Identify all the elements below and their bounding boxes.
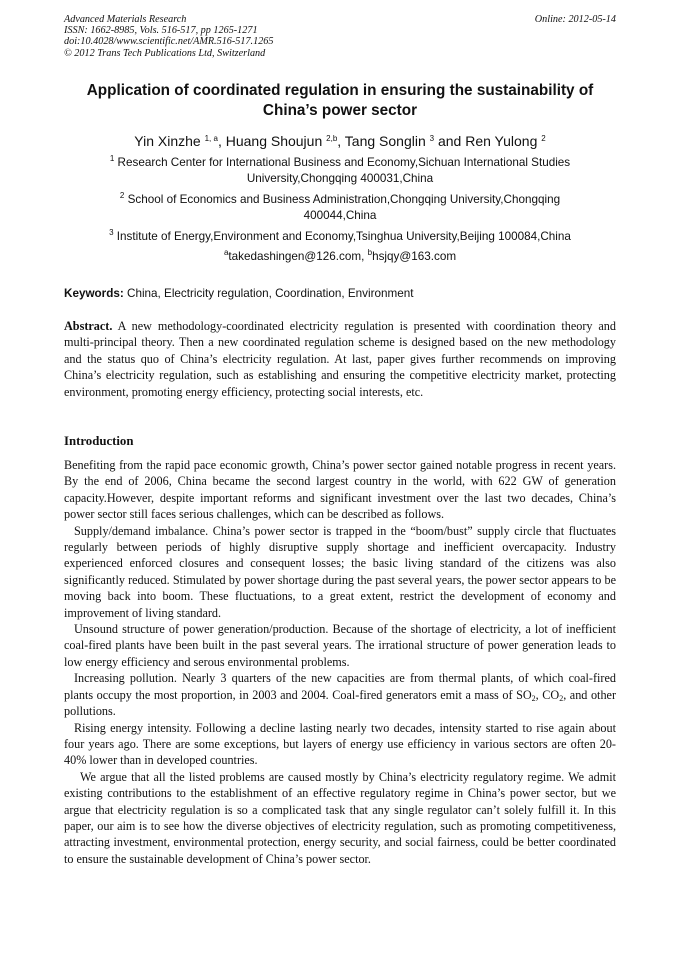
journal-issn: ISSN: 1662-8985, Vols. 516-517, pp 1265-1271 [64,25,258,37]
intro-paragraph-5: Rising energy intensity. Following a decline lasting nearly two decades, intensity started to rise again about four years ago. There are some exceptions, but layers of energy use efficiency in various sectors are often 20-40% lower than in developed countries. [64,720,616,768]
online-date: Online: 2012-05-14 [534,14,616,25]
email-separator: , [361,250,368,263]
journal-name: Advanced Materials Research [64,14,187,25]
journal-doi: doi:10.4028/www.scientific.net/AMR.516-517.1265 [64,36,274,48]
intro-paragraph-4 [64,670,616,719]
affiliation-1-line-1: Research Center for International Business and Economy,Sichuan International Studies [114,156,571,169]
author-emails [64,249,616,265]
keywords-label: Keywords: [64,287,124,300]
journal-header [64,14,616,59]
title-line-2: China’s power sector [262,102,418,119]
affiliation-1 [64,155,616,187]
abstract-text: A new methodology-coordinated electricity regulation is presented with coordination theory and multi-principal theory. Then a new coordinated regulation scheme is designed based on the new methodology and the status quo of China’s electricity regulation. At last, paper gives further recommends on improving China’s electricity regulation, such as establishing and ensuring the competitive electricity market, protecting environment, promoting energy efficiency, protecting social interests, etc. [64,319,616,399]
paper-title [64,81,616,121]
intro-paragraph-3: Unsound structure of power generation/production. Because of the shortage of electricity, a lot of inefficient coal-fired plants have been built in the past several years. The irrational structure of power generation leads to low energy efficiency and serous environmental problems. [64,622,616,669]
affiliation-3-line-1: Institute of Energy,Environment and Economy,Tsinghua University,Beijing 100084,China [113,230,571,243]
author-3-affiliation: 3 [429,134,435,143]
introduction-body [64,457,616,867]
email-a-marker: a [223,248,229,257]
author-2-affiliation: 2,b [326,134,338,143]
affiliation-1-line-2: University,Chongqing 400031,China [246,172,434,185]
intro-paragraph-1: Benefiting from the rapid pace economic growth, China’s power sector gained notable progress in recent years. By the end of 2006, China became the second largest country in the world, with 622 GW of generation capacity.However, despite important reforms and significant investment over the last two decades, China’s power sector still faces serious challenges, which can be described as follows. [64,458,616,522]
affiliation-2 [64,192,616,224]
title-line-1: Application of coordinated regulation in ensuring the sustainability of [86,82,594,99]
keywords [64,286,616,302]
so2-subscript: 2 [531,693,536,703]
author-separator: , [337,133,345,149]
author-list [64,132,616,150]
keywords-text: China, Electricity regulation, Coordination, Environment [123,287,414,300]
email-a: takedashingen@126.com [228,250,362,263]
intro-paragraph-4-text-a: Increasing pollution. Nearly 3 quarters of the new capacities are from thermal plants, of which coal-fired plants occupy the most proportion, in 2003 and 2004. Coal-fired generators emit a mass of SO [64,671,616,702]
affiliation-2-line-1: School of Economics and Business Administration,Chongqing University,Chongqing [124,193,561,206]
author-1-affiliation: 1, a [204,134,218,143]
author-4-affiliation: 2 [541,134,546,143]
intro-paragraph-2: Supply/demand imbalance. China’s power sector is trapped in the “boom/bust” supply circle that fluctuates regularly between periods of highly disruptive supply shortage and inefficient overcapacity. Industry experienced enforced closures and consequent losses; the basic living standard of the citizens was also significantly reduced. Stimulated by power shortage during the past several years, the power sector appears to be moving back into boom. These fluctuations, to a great extent, restrict the development of economy and improvement of living standard. [64,523,616,620]
author-1-name: Yin Xinzhe [134,133,205,149]
abstract [64,318,616,400]
intro-paragraph-4-text-b: , CO [535,687,560,702]
intro-paragraph-4-text-c: , and other pollutions. [64,687,617,719]
author-separator: , [217,133,226,149]
intro-paragraph-6: We argue that all the listed problems are caused mostly by China’s electricity regulatory regime. We admit existing contributions to the establishment of an effective regulatory regime in China’s power sector, but we argue that electricity regulation is so a complicated task that any single regulator can’t solely fulfill it. In this paper, our aim is to see how the diverse objectives of electricity regulation, such as promoting competitiveness, attracting investment, environmental protection, energy security, and social fairness, could be better coordinated to ensure the sustainable development of China’s power sector. [64,769,616,866]
section-heading-introduction: Introduction [64,434,134,448]
affiliation-2-number: 2 [119,191,125,200]
affiliation-1-number: 1 [109,154,115,163]
email-b-marker: b [367,248,373,257]
author-separator: and [434,133,466,149]
journal-copyright: © 2012 Trans Tech Publications Ltd, Switzerland [64,47,266,59]
affiliation-3-number: 3 [109,228,114,237]
abstract-label: Abstract. [64,319,113,333]
author-4-name: Ren Yulong [465,133,542,149]
affiliation-2-line-2: 400044,China [303,209,377,222]
email-b: hsjqy@163.com [372,250,457,263]
author-3-name: Tang Songlin [344,133,430,149]
co2-subscript: 2 [559,693,564,703]
author-2-name: Huang Shoujun [225,133,327,149]
affiliation-3 [64,229,616,245]
